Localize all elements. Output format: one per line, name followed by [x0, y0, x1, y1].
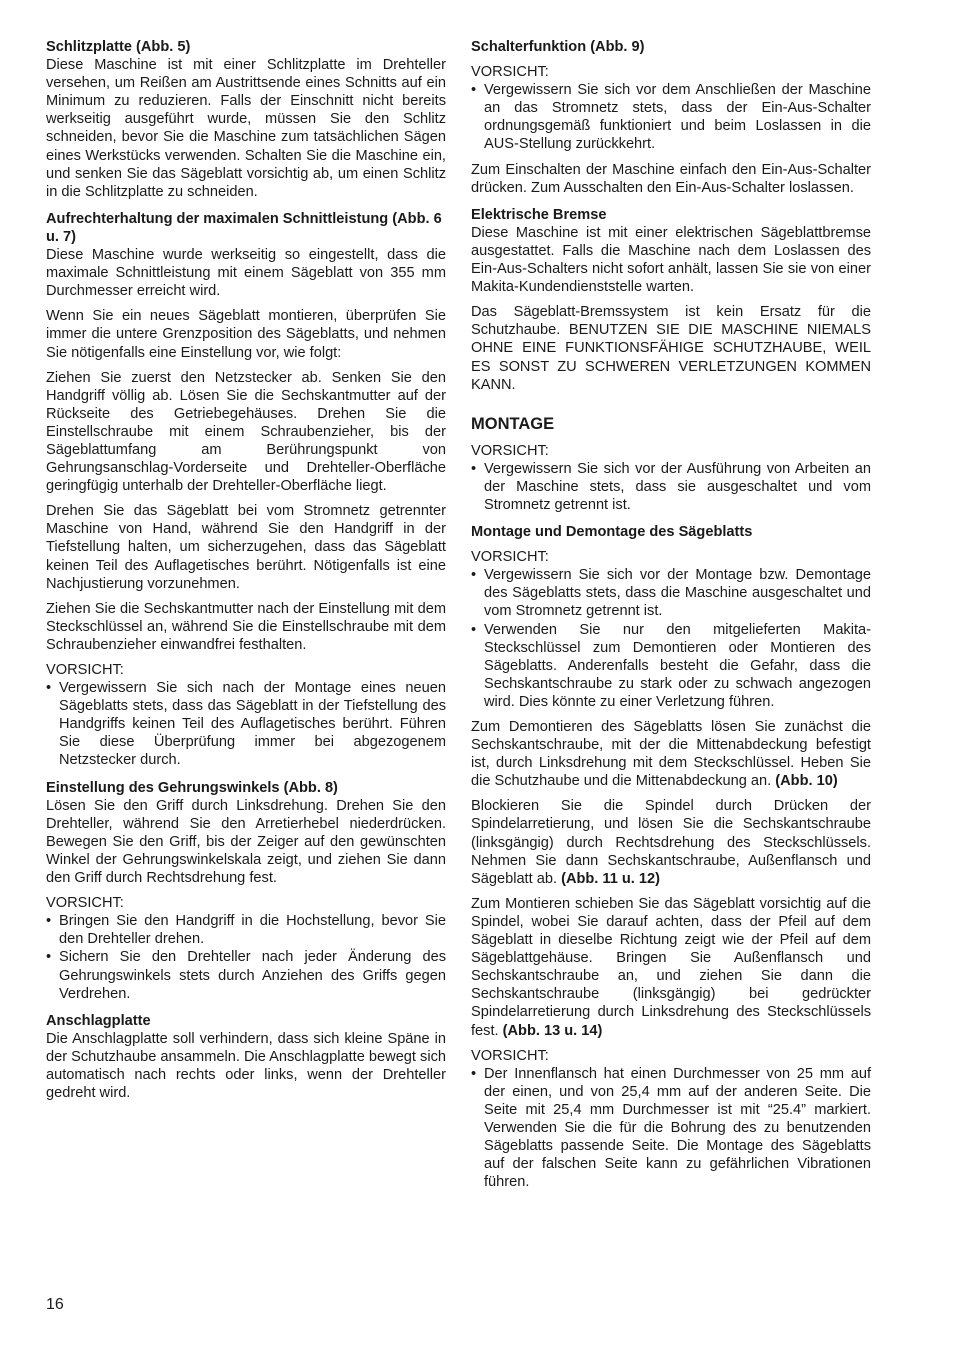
- section-heading: Aufrechterhaltung der maximalen Schnittleistung (Abb. 6 u. 7): [46, 210, 442, 245]
- section-montage: [471, 414, 871, 514]
- right-column: [471, 38, 871, 1200]
- bullet-list: [471, 566, 871, 711]
- list-item: • Sichern Sie den Drehteller nach jeder Änderung des Gehrungswinkels stets durch Anziehen des Griffs gegen Verdrehen.: [46, 948, 446, 1002]
- paragraph: Diese Maschine ist mit einer elektrischen Sägeblattbremse ausgestattet. Falls die Maschine nach dem Loslassen des Ein-Aus-Schalters nicht sofort anhält, lassen Sie sie von einer Makita-Kundendienststelle warten.: [471, 224, 871, 296]
- section-saegeblatt-montage: [471, 523, 871, 1191]
- list-item: • Vergewissern Sie sich nach der Montage eines neuen Sägeblatts stets, dass das Sägeblatt in der Tiefstellung des Handgriffs keinen Teil des Auflagetisches berührt. Führen Sie diese Überprüfung immer bei abgezogenem Netzstecker durch.: [46, 679, 446, 769]
- paragraph-text: Blockieren Sie die Spindel durch Drücken der Spindelarretierung, und lösen Sie die Sechskantschraube (linksgängig) durch Rechtsdrehung des Steckschlüssels. Nehmen Sie dann Sechskantschraube, Außenflansch und Sägeblatt ab.: [471, 798, 871, 887]
- section-heading: Einstellung des Gehrungswinkels (Abb. 8): [46, 779, 338, 796]
- paragraph: Die Anschlagplatte soll verhindern, dass sich kleine Späne in der Schutzhaube ansammeln. Die Anschlagplatte bewegt sich automatisch nach rechts oder links, wenn der Drehteller gedreht wird.: [46, 1030, 446, 1102]
- section-schlitzplatte: [46, 38, 446, 201]
- list-item: • Vergewissern Sie sich vor der Montage bzw. Demontage des Sägeblatts stets, dass die Maschine ausgeschaltet und vom Stromnetz getrennt ist.: [471, 566, 871, 620]
- caution-label: VORSICHT:: [46, 895, 124, 912]
- caution-label: VORSICHT:: [471, 1047, 549, 1064]
- chapter-heading: MONTAGE: [471, 414, 555, 433]
- section-max-schnittleistung: [46, 210, 446, 770]
- paragraph: Diese Maschine ist mit einer Schlitzplatte im Drehteller versehen, um Reißen am Austrittsende eines Schnitts auf ein Minimum zu reduzieren. Falls der Einschnitt nicht bereits werkseitig ausgeführt wurde, müssen Sie den Schlitz schneiden, bevor Sie die Maschine zum tatsächlichen Sägen eines Werkstücks verwenden. Schalten Sie die Maschine ein, und senken Sie das Sägeblatt vorsichtig ab, um einen Schlitz in die Schlitzplatte zu schneiden.: [46, 57, 446, 200]
- section-heading: Montage und Demontage des Sägeblatts: [471, 524, 753, 541]
- list-item: • Verwenden Sie nur den mitgelieferten Makita-Steckschlüssel zum Demontieren oder Montieren des Sägeblatts. Anderenfalls besteht die Gefahr, dass die Sechskantschraube zu stark oder zu schwach angezogen wird. Dies könnte zu einer Verletzung führen.: [471, 621, 871, 711]
- paragraph: Zum Einschalten der Maschine einfach den Ein-Aus-Schalter drücken. Zum Ausschalten den Ein-Aus-Schalter loslassen.: [471, 161, 871, 196]
- bullet-list: [471, 1065, 871, 1192]
- caution-label: VORSICHT:: [471, 64, 549, 81]
- caution-label: VORSICHT:: [471, 549, 549, 566]
- bullet-list: [46, 912, 446, 1002]
- section-heading: Anschlagplatte: [46, 1012, 151, 1029]
- bullet-list: [471, 81, 871, 153]
- list-item: • Vergewissern Sie sich vor dem Anschließen der Maschine an das Stromnetz stets, dass der Ein-Aus-Schalter ordnungsgemäß funktioniert und beim Loslassen in die AUS-Stellung zurückkehrt.: [471, 81, 871, 153]
- section-heading: Schlitzplatte (Abb. 5): [46, 39, 191, 55]
- bullet-list: [46, 679, 446, 769]
- section-heading: Elektrische Bremse: [471, 206, 607, 223]
- paragraph: Ziehen Sie die Sechskantmutter nach der Einstellung mit dem Steckschlüssel an, während Sie die Einstellschraube mit dem Schraubenzieher einwandfrei festhalten.: [46, 600, 446, 653]
- caution-label: VORSICHT:: [471, 442, 549, 459]
- list-item: • Bringen Sie den Handgriff in die Hochstellung, bevor Sie den Drehteller drehen.: [46, 912, 446, 948]
- paragraph-text: Zum Montieren schieben Sie das Sägeblatt vorsichtig auf die Spindel, wobei Sie darauf achten, dass der Pfeil auf dem Sägeblatt in dieselbe Richtung zeigt wie der Pfeil auf dem Sägeblattgehäuse. Bringen Sie Außenflansch und Sechskantschraube an, und ziehen Sie dann die Sechskantschraube (linksgängig) bei gedrückter Spindelarretierung durch Linksdrehung des Steckschlüssels fest.: [471, 895, 871, 1039]
- left-column: [46, 38, 446, 1111]
- paragraph: [471, 797, 871, 887]
- paragraph: [471, 895, 871, 1040]
- list-item: • Der Innenflansch hat einen Durchmesser von 25 mm auf der einen, und von 25,4 mm auf der anderen Seite. Die Seite mit 25,4 mm Durchmesser ist mit “25.4” markiert. Verwenden Sie die für die Bohrung des zu benutzenden Sägeblatts passende Seite. Die Montage des Sägeblatts auf der falschen Seite kann zu gefährlichen Vibrationen führen.: [471, 1065, 871, 1192]
- figure-ref: (Abb. 13 u. 14): [502, 1022, 603, 1039]
- bullet-list: [471, 460, 871, 514]
- caution-label: VORSICHT:: [46, 662, 124, 678]
- paragraph: Ziehen Sie zuerst den Netzstecker ab. Senken Sie den Handgriff völlig ab. Lösen Sie die Sechskantmutter auf der Rückseite des Getriebegehäuses. Drehen Sie die Einstellschraube mit einem Schraubenzieher, bis der Sägeblattumfang am Berührungspunkt von Gehrungsanschlag-Vorderseite und Drehteller-Oberfläche geringfügig unterhalb der Drehteller-Oberfläche liegt.: [46, 369, 446, 495]
- section-gehrungswinkel: [46, 779, 446, 1003]
- paragraph: Lösen Sie den Griff durch Linksdrehung. Drehen Sie den Drehteller, während Sie den Arretierhebel niederdrücken. Bewegen Sie den Griff, bis der Zeiger auf den gewünschten Winkel der Gehrungswinkelskala zeigt, und ziehen Sie dann den Griff durch Rechtsdrehung fest.: [46, 797, 446, 887]
- section-anschlagplatte: [46, 1012, 446, 1102]
- paragraph: Wenn Sie ein neues Sägeblatt montieren, überprüfen Sie immer die untere Grenzposition des Sägeblatts, und nehmen Sie nötigenfalls eine Einstellung vor, wie folgt:: [46, 308, 446, 361]
- paragraph: Drehen Sie das Sägeblatt bei vom Stromnetz getrennter Maschine von Hand, während Sie den Handgriff in der Tiefstellung halten, um sicherzugehen, dass das Sägeblatt keinen Teil des Auflagetisches berührt. Nötigenfalls ist eine Nachjustierung vorzunehmen.: [46, 503, 446, 592]
- page-number: 16: [46, 1296, 64, 1313]
- paragraph: [471, 718, 871, 790]
- list-item: • Vergewissern Sie sich vor der Ausführung von Arbeiten an der Maschine stets, dass sie ausgeschaltet und vom Stromnetz getrennt ist.: [471, 460, 871, 514]
- figure-ref: (Abb. 11 u. 12): [561, 870, 661, 887]
- section-schalterfunktion: [471, 38, 871, 197]
- paragraph-text: Zum Demontieren des Sägeblatts lösen Sie zunächst die Sechskantschraube, mit der die Mittenabdeckung befestigt ist, durch Linksdrehung mit dem Steckschlüssel. Heben Sie die Schutzhaube und die Mittenabdeckung an.: [471, 719, 871, 790]
- paragraph: Das Sägeblatt-Bremssystem ist kein Ersatz für die Schutzhaube. BENUTZEN SIE DIE MASCHINE NIEMALS OHNE EINE FUNKTIONSFÄHIGE SCHUTZHAUBE, WEIL ES SONST ZU SCHWEREN VERLETZUNGEN KOMMEN KANN.: [471, 304, 871, 393]
- paragraph: Diese Maschine wurde werkseitig so eingestellt, dass die maximale Schnittleistung mit einem Sägeblatt von 355 mm Durchmesser erreicht wird.: [46, 247, 446, 300]
- section-heading: Schalterfunktion (Abb. 9): [471, 39, 645, 55]
- figure-ref: (Abb. 10): [775, 773, 838, 790]
- section-elektrische-bremse: [471, 206, 871, 394]
